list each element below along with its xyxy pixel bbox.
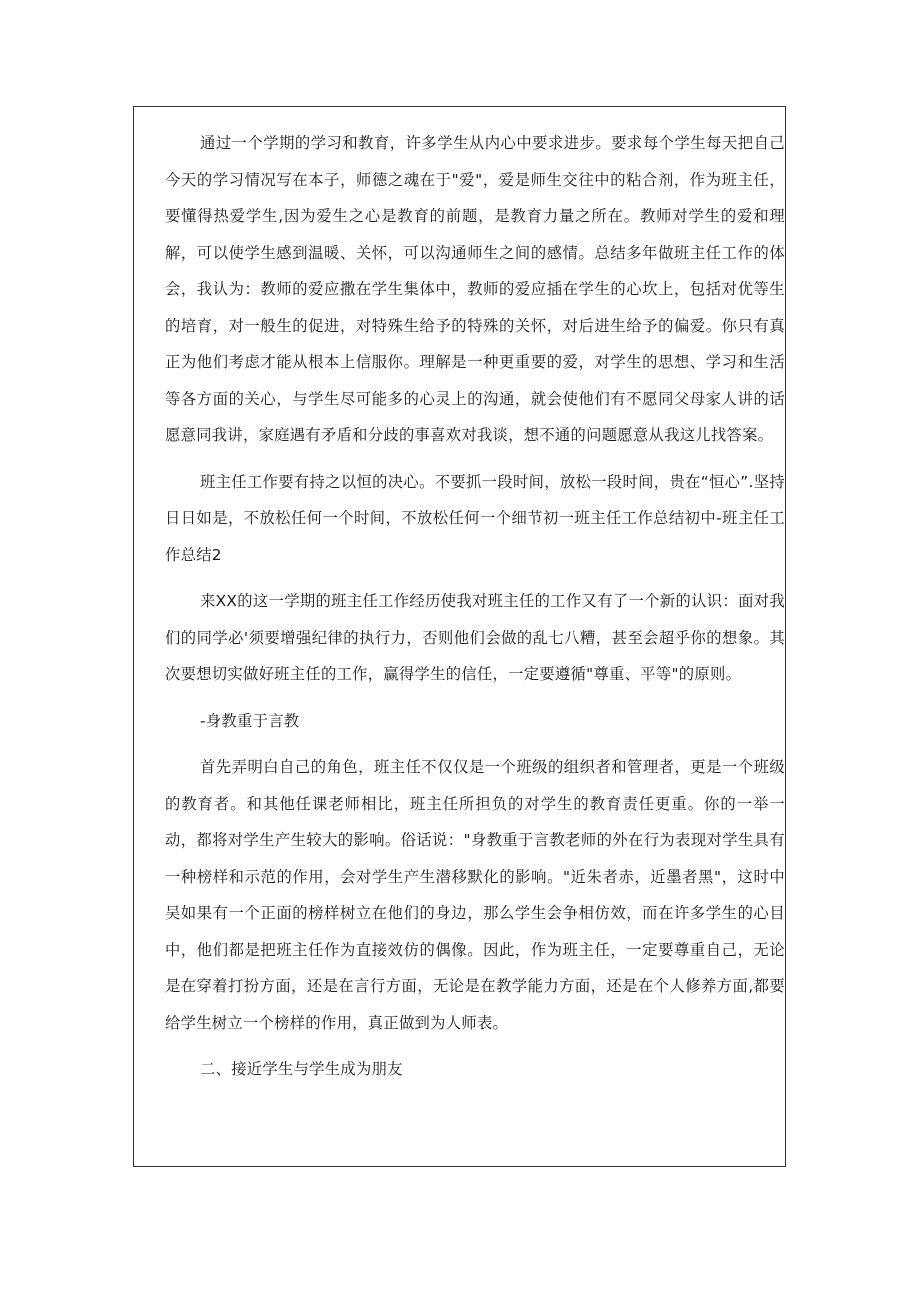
- paragraph-semester-insight: 来XX的这一学期的班主任工作经历使我对班主任的工作又有了一个新的认识：面对我们的同学必'须要增强纪律的执行力，否则他们会做的乱七八糟，甚至会超乎你的想象。其次要想切实做好班主任的工作，赢得学生的信任，一定要遵循"尊重、平等"的原则。: [165, 592, 785, 683]
- section-heading-lead-by-example: -身教重于言教: [200, 711, 300, 730]
- paragraph-love-students: 通过一个学期的学习和教育，许多学生从内心中要求进步。要求每个学生每天把自己今天的学习情况写在本子，师德之魂在于"爱"，爱是师生交往中的粘合剂，作为班主任，要懂得热爱学生,因为爱生之心是教育的前题，是教育力量之所在。教师对学生的爱和理解，可以使学生感到温暖、关怀，可以沟通师生之间的感情。总结多年做班主任工作的体会，我认为：教师的爱应撒在学生集体中，教师的爱应插在学生的心坎上，包括对优等生的培育，对一般生的促进，对特殊生给予的特殊的关怀，对后进生给予的偏爱。你只有真正为他们考虑才能从根本上信服你。理解是一种更重要的爱，对学生的思想、学习和生活等各方面的关心，与学生尽可能多的心灵上的沟通，就会使他们有不愿同父母家人讲的话愿意同我讲，家庭遇有矛盾和分歧的事喜欢对我谈，想不通的问题愿意从我这儿找答案。: [165, 134, 785, 444]
- paragraph-role-model: 首先弄明白自己的角色，班主任不仅仅是一个班级的组织者和管理者，更是一个班级的教育者。和其他任课老师相比，班主任所担负的对学生的教育责任更重。你的一举一动，都将对学生产生较大的影响。俗话说："身教重于言教老师的外在行为表现对学生具有一种榜样和示范的作用，会对学生产生潜移默化的影响。"近朱者赤，近墨者黑"，这时中吴如果有一个正面的榜样树立在他们的身边，那么学生会争相仿效，而在许多学生的心目中，他们都是把班主任作为直接效仿的偶像。因此，作为班主任，一定要尊重自己，无论是在穿着打扮方面，还是在言行方面，无论是在教学能力方面，还是在个人修养方面,都要给学生树立一个榜样的作用，真正做到为人师表。: [165, 758, 785, 1032]
- document-page-frame: [133, 106, 786, 1167]
- section-heading-befriend-students: 二、接近学生与学生成为朋友: [200, 1060, 403, 1078]
- paragraph-perseverance: 班主任工作要有持之以恒的决心。不要抓一段时间，放松一段时间，贵在“恒心”.坚持日日如是，不放松任何一个时间，不放松任何一个细节初一班主任工作总结初中-班主任工作总结2: [165, 472, 785, 564]
- document-body: [165, 125, 785, 1098]
